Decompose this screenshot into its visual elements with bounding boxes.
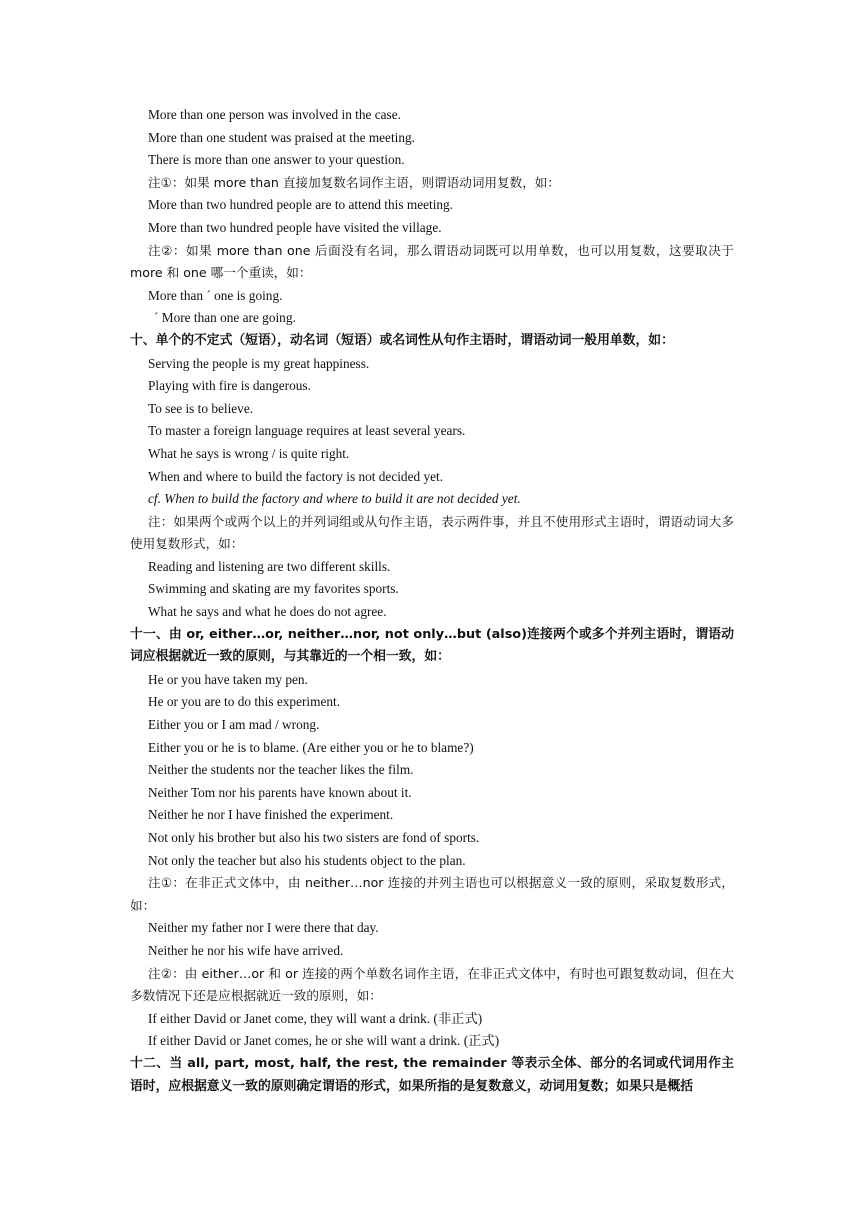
example-sentence: Swimming and skating are my favorites sports. xyxy=(148,581,399,597)
example-sentence: Either you or he is to blame. (Are either you or he to blame?) xyxy=(148,739,474,755)
example-sentence: Either you or I am mad / wrong. xyxy=(148,717,320,733)
example-sentence: More than one person was involved in the case. xyxy=(148,107,401,122)
example-sentence: He or you are to do this experiment. xyxy=(148,694,341,710)
example-sentence: If either David or Janet come, they will want a drink. (非正式) xyxy=(148,1010,483,1026)
example-sentence: Playing with fire is dangerous. xyxy=(148,378,311,394)
example-sentence: Not only the teacher but also his students object to the plan. xyxy=(148,852,466,868)
example-sentence: There is more than one answer to your question. xyxy=(148,152,405,168)
document-body xyxy=(130,104,734,1098)
example-sentence: What he says is wrong / is quite right. xyxy=(148,445,350,461)
example-sentence: More than two hundred people have visited the village. xyxy=(148,219,442,235)
example-sentence: Reading and listening are two different skills. xyxy=(148,558,391,574)
note-paragraph: 注②：如果 more than one 后面没有名词，那么谓语动词既可以用单数，也可以用复数，这要取决于 more 和 one 哪一个重读，如： xyxy=(130,242,734,281)
example-sentence: When and where to build the factory is not decided yet. xyxy=(148,468,444,484)
example-sentence: Neither he nor I have finished the experiment. xyxy=(148,807,394,823)
example-sentence: Neither Tom nor his parents have known about it. xyxy=(148,784,412,800)
example-sentence: More than one student was praised at the meeting. xyxy=(148,129,415,145)
example-sentence: What he says and what he does do not agree. xyxy=(148,604,387,620)
example-sentence: Not only his brother but also his two sisters are fond of sports. xyxy=(148,830,480,845)
example-sentence: If either David or Janet comes, he or she will want a drink. (正式) xyxy=(148,1033,500,1049)
example-sentence: ˊ More than one are going. xyxy=(154,310,296,326)
comparison-note: cf. When to build the factory and where to build it are not decided yet. xyxy=(148,491,521,507)
example-sentence: To see is to believe. xyxy=(148,400,254,416)
example-sentence: Serving the people is my great happiness. xyxy=(148,355,370,371)
example-sentence: More than ˊ one is going. xyxy=(148,287,283,303)
example-sentence: Neither the students nor the teacher likes the film. xyxy=(148,762,414,778)
example-sentence: To master a foreign language requires at least several years. xyxy=(148,423,466,439)
example-sentence: Neither my father nor I were there that day. xyxy=(148,920,379,936)
section-heading: 十二、当 all, part, most, half, the rest, the remainder 等表示全体、部分的名词或代词用作主语时，应根据意义一致的原则确定谓语的形式，如果所指的是复数意义，动词用复数；如果只是概括 xyxy=(130,1055,734,1094)
section-heading: 十一、由 or, either…or, neither…nor, not only…but (also)连接两个或多个并列主语时，谓语动词应根据就近一致的原则，与其靠近的一个相一致，如： xyxy=(130,626,734,665)
note-paragraph: 注①：在非正式文体中，由 neither…nor 连接的并列主语也可以根据意义一致的原则，采取复数形式，如： xyxy=(130,875,734,913)
section-heading: 十、单个的不定式（短语），动名词（短语）或名词性从句作主语时，谓语动词一般用单数，如： xyxy=(130,332,674,348)
example-sentence: He or you have taken my pen. xyxy=(148,671,308,687)
example-sentence: More than two hundred people are to attend this meeting. xyxy=(148,197,454,213)
note-paragraph: 注：如果两个或两个以上的并列词组或从句作主语，表示两件事，并且不使用形式主语时，谓语动词大多使用复数形式，如： xyxy=(130,513,734,552)
example-sentence: Neither he nor his wife have arrived. xyxy=(148,942,344,958)
note-paragraph: 注②：由 either…or 和 or 连接的两个单数名词作主语，在非正式文体中，有时也可跟复数动词，但在大多数情况下还是应根据就近一致的原则，如： xyxy=(130,965,734,1004)
note-paragraph: 注①：如果 more than 直接加复数名词作主语，则谓语动词用复数，如： xyxy=(148,174,560,190)
